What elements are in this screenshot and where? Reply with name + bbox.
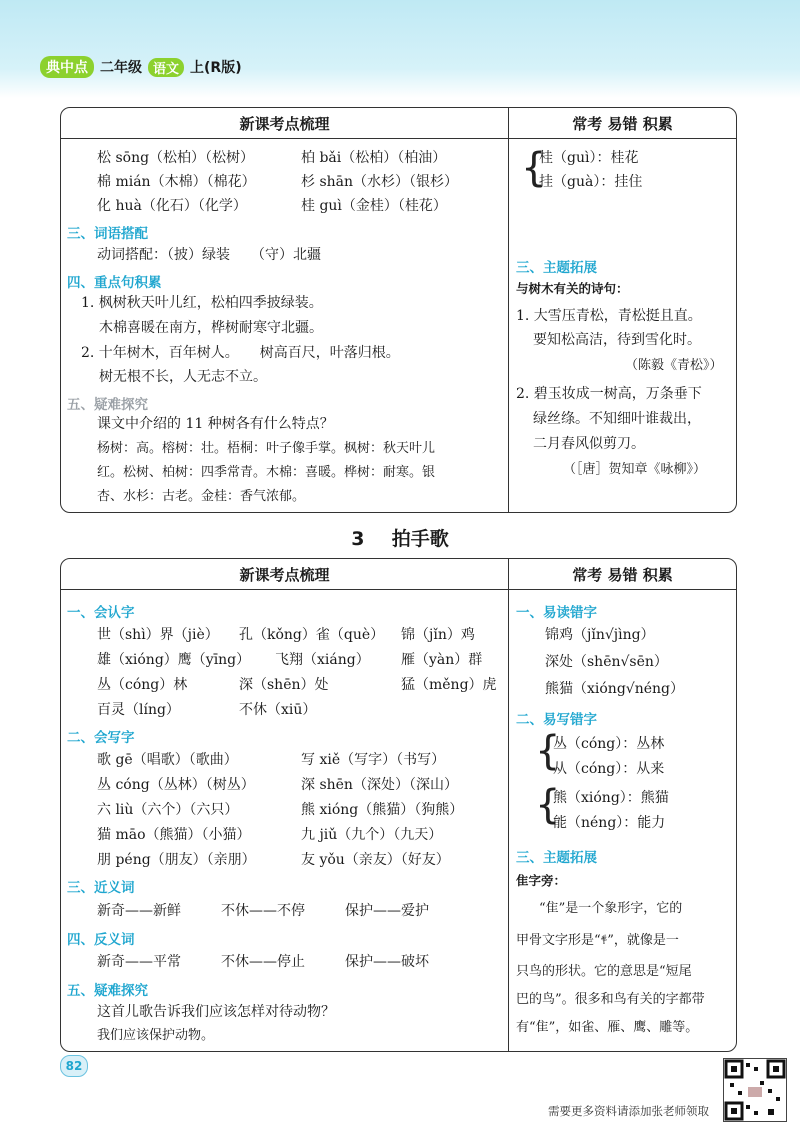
top-card <box>60 107 737 513</box>
sentence-line: 1. 枫树秋天叶儿红，松柏四季披绿装。 <box>81 295 323 311</box>
section-heading: 五、疑难探究 <box>67 397 148 413</box>
recognize-item: 百灵（líng） <box>97 702 180 718</box>
write-item: 六 liù（六个）（六只） <box>97 802 239 818</box>
section-heading: 二、易写错字 <box>516 712 597 728</box>
lesson-title <box>0 524 800 551</box>
section-heading: 四、重点句积累 <box>67 275 162 291</box>
write-item: 深 shēn（深处）（深山） <box>301 777 458 793</box>
sentence-line: 2. 十年树木，百年树人。 树高百尺，叶落归根。 <box>81 345 400 361</box>
misread-item: 锦鸡（jǐn√jìng） <box>545 627 655 643</box>
section-heading: 三、词语搭配 <box>67 226 148 242</box>
compare-line: 桂（guì）：桂花 <box>539 150 639 166</box>
section-heading: 三、主题拓展 <box>516 260 597 276</box>
antonym-pair: 保护——破坏 <box>345 954 429 970</box>
poem-source: （陈毅《青松》） <box>625 358 723 373</box>
radical-text: 甲骨文字形是“𐇲”，就像是一 <box>516 933 679 948</box>
radical-text: 巴的鸟”。很多和鸟有关的字都带 <box>516 992 705 1007</box>
section-heading: 二、会写字 <box>67 730 135 746</box>
recognize-item: 不休（xiū） <box>239 702 317 718</box>
bottom-right-title: 常考 易错 积累 <box>509 559 736 590</box>
write-item: 熊 xióng（熊猫）（狗熊） <box>301 802 464 818</box>
answer-line: 红。松树、柏树：四季常青。木棉：喜暖。桦树：耐寒。银 <box>97 465 436 480</box>
bottom-left-title: 新课考点梳理 <box>61 559 508 590</box>
antonym-pair: 不休——停止 <box>221 954 305 970</box>
column-divider <box>508 559 509 1051</box>
brace-icon: { <box>535 782 561 828</box>
poem-line: 绿丝绦。不知细叶谁裁出， <box>533 411 701 427</box>
section-heading: 三、主题拓展 <box>516 850 597 866</box>
recognize-item: 雁（yàn）群 <box>401 652 483 668</box>
section-heading: 一、易读错字 <box>516 605 597 621</box>
subheading: 与树木有关的诗句： <box>516 281 629 296</box>
radical-text: “隹”是一个象形字，它的 <box>539 901 683 916</box>
section-heading: 一、会认字 <box>67 605 135 621</box>
answer-line: 杏、水杉：古老。金桂：香气浓郁。 <box>97 489 306 504</box>
lesson-number: 3 <box>351 528 365 550</box>
recognize-item: 猛（měng）虎 <box>401 677 497 693</box>
poem-line: 1. 大雪压青松，青松挺且直。 <box>516 308 702 324</box>
misread-item: 深处（shēn√sēn） <box>545 654 668 670</box>
question-line: 这首儿歌告诉我们应该怎样对待动物？ <box>97 1004 335 1020</box>
char-line: 桂 guì（金桂）（桂花） <box>301 198 447 214</box>
poem-line: 要知松高洁，待到雪化时。 <box>533 332 701 348</box>
question-line: 课文中介绍的 11 种树各有什么特点？ <box>97 416 334 432</box>
write-item: 友 yǒu（亲友）（好友） <box>301 852 450 868</box>
radical-text: 有“隹”，如雀、雁、鹰、雕等。 <box>516 1020 699 1035</box>
recognize-item: 丛（cóng）林 <box>97 677 188 693</box>
answer-line: 我们应该保护动物。 <box>97 1028 215 1043</box>
char-line: 柏 bǎi（松柏）（柏油） <box>301 150 447 166</box>
miswrite-item: 从（cóng）：从来 <box>553 761 665 777</box>
char-line: 松 sōng（松柏）（松树） <box>97 150 255 166</box>
compare-line: 挂（guà）：挂住 <box>539 174 643 190</box>
book-brand <box>40 55 242 79</box>
char-line: 杉 shān（水杉）（银杉） <box>301 174 459 190</box>
section-heading: 四、反义词 <box>67 932 135 948</box>
miswrite-item: 丛（cóng）：丛林 <box>553 736 665 752</box>
recognize-item: 深（shēn）处 <box>239 677 329 693</box>
bottom-card <box>60 558 737 1052</box>
header-banner <box>0 0 800 98</box>
sentence-line: 木棉喜暖在南方，桦树耐寒守北疆。 <box>99 320 323 336</box>
footer-note: 需要更多资料请添加张老师领取 <box>548 1104 709 1118</box>
antonym-pair: 新奇——平常 <box>97 954 181 970</box>
misread-item: 熊猫（xióng√néng） <box>545 681 684 697</box>
recognize-item: 雄（xióng）鹰（yīng） <box>97 652 251 668</box>
poem-line: 2. 碧玉妆成一树高，万条垂下 <box>516 386 702 402</box>
char-line: 棉 mián（木棉）（棉花） <box>97 174 256 190</box>
brace-icon: { <box>535 728 561 774</box>
radical-text: 只鸟的形状。它的意思是“短尾 <box>516 964 692 979</box>
lesson-name: 拍手歌 <box>391 528 449 550</box>
char-line: 化 huà（化石）（化学） <box>97 198 247 214</box>
synonym-pair: 不休——不停 <box>221 903 305 919</box>
sentence-line: 树无根不长，人无志不立。 <box>99 369 267 385</box>
write-item: 九 jiǔ（九个）（九天） <box>301 827 443 843</box>
recognize-item: 孔（kǒng）雀（què） <box>239 627 385 643</box>
synonym-pair: 新奇——新鲜 <box>97 903 181 919</box>
page-number: 82 <box>60 1055 88 1077</box>
brace-icon: { <box>521 145 547 191</box>
subheading: 隹字旁： <box>516 873 567 888</box>
answer-line: 杨树：高。榕树：壮。梧桐：叶子像手掌。枫树：秋天叶儿 <box>97 441 436 456</box>
column-divider <box>508 108 509 512</box>
qr-code-icon <box>723 1058 787 1122</box>
synonym-pair: 保护——爱护 <box>345 903 429 919</box>
recognize-item: 世（shì）界（jiè） <box>97 627 219 643</box>
poem-source: （［唐］贺知章《咏柳》） <box>563 462 707 477</box>
write-item: 猫 māo（熊猫）（小猫） <box>97 827 251 843</box>
collocation-line: 动词搭配：（披）绿装 （守）北疆 <box>97 247 321 263</box>
write-item: 写 xiě（写字）（书写） <box>301 752 446 768</box>
miswrite-item: 能（néng）：能力 <box>553 815 666 831</box>
recognize-item: 飞翔（xiáng） <box>275 652 370 668</box>
write-item: 丛 cóng（丛林）（树丛） <box>97 777 255 793</box>
top-left-title: 新课考点梳理 <box>61 108 508 139</box>
write-item: 歌 gē（唱歌）（歌曲） <box>97 752 238 768</box>
poem-line: 二月春风似剪刀。 <box>533 436 645 452</box>
subject-badge: 语文 <box>148 58 184 77</box>
edition-label: 上(R版) <box>190 60 242 76</box>
write-item: 朋 péng（朋友）（亲朋） <box>97 852 256 868</box>
section-heading: 五、疑难探究 <box>67 983 148 999</box>
brand-logo: 典中点 <box>40 56 94 78</box>
recognize-item: 锦（jǐn）鸡 <box>401 627 475 643</box>
miswrite-item: 熊（xióng）：熊猫 <box>553 790 669 806</box>
top-right-title: 常考 易错 积累 <box>509 108 736 139</box>
section-heading: 三、近义词 <box>67 880 135 896</box>
grade-label: 二年级 <box>100 60 142 76</box>
